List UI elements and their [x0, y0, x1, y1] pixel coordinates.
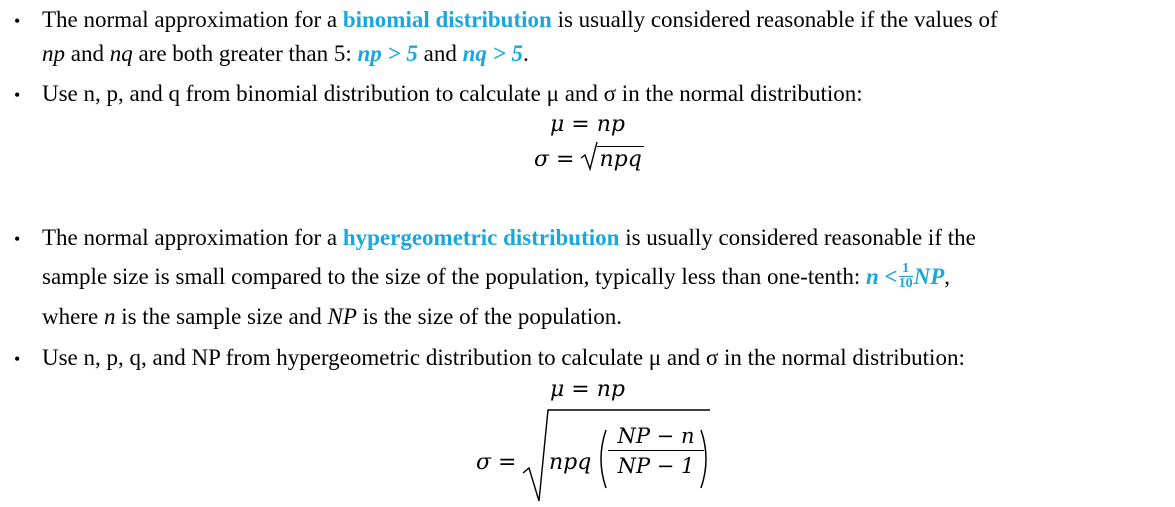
nq-symbol: nq [109, 41, 133, 66]
text: , [944, 263, 951, 289]
hyper-fraction [608, 426, 704, 477]
hyper-condition-line-3 [42, 305, 622, 328]
text: where [42, 304, 104, 329]
text: . [523, 41, 529, 66]
text: is usually considered reasonable if the values of [551, 7, 998, 32]
hyper-use-line: Use n, p, q, and NP from hypergeometric distribution to calculate μ and σ in the normal distribution: [42, 345, 965, 370]
hyper-mu-equation: μ = np [550, 377, 625, 402]
binomial-sigma-equation [534, 146, 644, 171]
NP-symbol: NP [327, 304, 357, 329]
binomial-distribution-term: binomial distribution [342, 7, 552, 32]
text: and [417, 41, 463, 66]
text: is the size of the population. [356, 304, 622, 329]
right-paren [697, 428, 713, 490]
np-condition: np > 5 [357, 41, 418, 66]
fraction-numerator: NP − n [608, 426, 704, 451]
hyper-sigma-lhs: σ = [476, 450, 517, 475]
text: The normal approximation for a [42, 7, 343, 32]
text: is the sample size and [115, 304, 328, 329]
fraction-denominator: NP − 1 [617, 454, 695, 478]
bullet-4: • [14, 349, 21, 369]
binomial-use-line: Use n, p, and q from binomial distribution to calculate μ and σ in the normal distribution: [42, 81, 863, 106]
sqrt-symbol [581, 146, 643, 171]
n-symbol: n [103, 304, 116, 329]
nq-condition: nq > 5 [462, 41, 524, 66]
binomial-condition-line-1 [42, 8, 998, 31]
sigma-lhs: σ = [534, 147, 575, 172]
radicand: npq [599, 147, 642, 172]
hypergeometric-distribution-term: hypergeometric distribution [342, 225, 620, 250]
text: sample size is small compared to the size of the population, typically less than one-tenth: [42, 263, 866, 289]
bullet-1: • [14, 11, 21, 31]
hyper-npq: npq [549, 450, 592, 475]
radical-sign [580, 141, 598, 171]
hyper-condition-line-2 [42, 261, 951, 293]
bullet-3: • [14, 229, 21, 249]
text: The normal approximation for a [42, 225, 343, 250]
n-condition: n < [865, 263, 898, 289]
text: is usually considered reasonable if the [619, 225, 976, 250]
np-population: NP [913, 263, 945, 289]
text: and [65, 41, 110, 66]
one-tenth-fraction [899, 262, 913, 291]
fraction-denominator: 10 [898, 276, 913, 291]
binomial-mu-equation: μ = np [550, 112, 625, 137]
bullet-2: • [14, 85, 21, 105]
binomial-condition-line-2 [42, 42, 529, 65]
hyper-condition-line-1 [42, 226, 976, 249]
text: are both greater than 5: [132, 41, 358, 66]
fraction-numerator: 1 [899, 262, 913, 277]
np-symbol: np [42, 41, 65, 66]
